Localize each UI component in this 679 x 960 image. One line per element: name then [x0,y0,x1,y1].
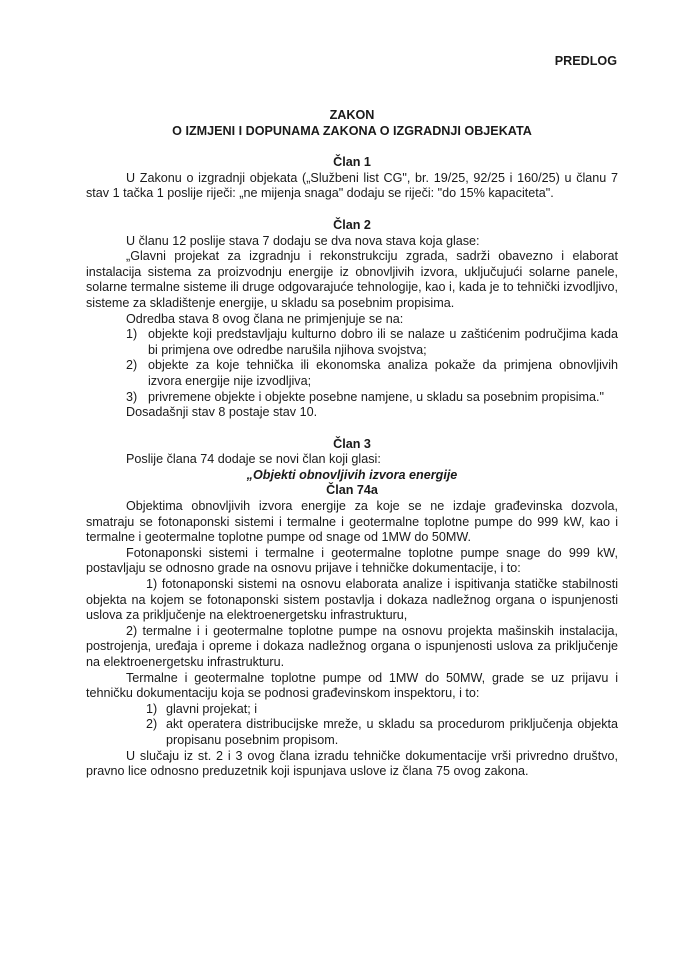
new-article-title: „Objekti obnovljivih izvora energije [246,467,458,482]
article-74a-heading: Član 74a [326,483,378,498]
list-item [126,390,618,406]
list-item [146,717,618,748]
list-item-number: 1) [126,327,138,342]
list-item [126,358,618,389]
document-body [86,108,618,780]
article-2-paragraph-2: Odredba stava 8 ovog člana ne primjenjuje se na: [126,311,404,326]
list-item [126,327,618,358]
article-2-closing: Dosadašnji stav 8 postaje stav 10. [126,405,318,420]
list-item-number: 3) [126,389,138,404]
list-item-number: 1) [146,701,158,716]
list-item-text: akt operatera distribucijske mreže, u skladu sa procedurom priključenja objekta propisanu posebnim propisom. [166,717,618,747]
article-74a-paragraph-3: Termalne i geotermalne toplotne pumpe od 1MW do 50MW, grade se uz prijavu i tehničku dokumentaciju koja se podnosi građevinskom inspektoru, i to: [86,670,618,701]
article-74a-paragraph-2: Fotonaponski sistemi i termalne i geotermalne toplotne pumpe snage do 999 kW, postavljaju se odnosno grade na osnovu prijave i tehničke dokumentacije, i to: [86,545,618,576]
list-item-text: privremene objekte i objekte posebne namjene, u skladu sa posebnim propisima." [148,389,605,404]
article-1-text: U Zakonu o izgradnji objekata („Službeni list CG", br. 19/25, 92/25 i 160/25) u članu 7 stav 1 tačka 1 poslije riječi: „ne mijenja snaga" dodaju se riječi: "do 15% kapaciteta". [86,170,618,201]
proposal-label: PREDLOG [554,54,617,68]
list-item-text: glavni projekat; i [166,701,258,716]
article-74a-list [86,702,618,749]
article-2-heading: Član 2 [333,217,371,232]
law-title: ZAKON [329,108,375,122]
article-3-intro: Poslije člana 74 dodaje se novi član koji glasi: [126,452,381,467]
article-2-list [86,327,618,405]
article-1-heading: Član 1 [333,155,371,170]
article-74a-point-2: 2) termalne i i geotermalne toplotne pumpe na osnovu projekta mašinskih instalacija, postrojenja, uređaja i opreme i dokaza nadležnog organa o ispunjenosti uslova za priključenje na elektroenergetsku infrastrukturu. [86,623,618,669]
list-item [146,702,618,718]
article-74a-paragraph-4: U slučaju iz st. 2 i 3 ovog člana izradu tehničke dokumentacije vrši privredno društvo, pravno lice odnosno preduzetnik koji ispunjava uslove iz člana 75 ovog zakona. [86,748,618,779]
list-item-text: objekte koji predstavljaju kulturno dobro ili se nalaze u zaštićenim područjima kada bi primjena ove odredbe narušila njihova svojstva; [148,327,618,357]
list-item-number: 2) [146,717,158,732]
law-subtitle: O IZMJENI I DOPUNAMA ZAKONA O IZGRADNJI OBJEKATA [172,123,532,138]
article-74a-point-1: 1) fotonaponski sistemi na osnovu elaborata analize i ispitivanja statičke stabilnosti objekta na kojem se fotonaponski sistem postavlja i dokaza nadležnog organa o ispunjenosti uslova za priključenje na elektroenergetsku infrastrukturu, [86,577,618,623]
article-2-intro: U članu 12 poslije stava 7 dodaju se dva nova stava koja glase: [126,233,480,248]
list-item-number: 2) [126,358,138,373]
article-2-paragraph-1: „Glavni projekat za izgradnju i rekonstrukciju zgrada, sadrži obavezno i elaborat instalacija sistema za proizvodnju energije iz obnovljivih izvora, uključujući solarne panele, solarne termalne sisteme ili druge odgovarajuće tehnologije, kao i, kada je to tehnički izvodljivo, sisteme za skladištenje energije, u skladu sa posebnim propisima. [86,249,618,310]
article-74a-paragraph-1: Objektima obnovljivih izvora energije za koje se ne izdaje građevinska dozvola, smatraju se fotonaponski sistemi i termalne i geotermalne toplotne pumpe do 999 kW, kao i termalne i geotermalne toplotne pumpe od snage od 1MW do 50MW. [86,499,618,545]
article-3-heading: Član 3 [333,436,371,451]
list-item-text: objekte za koje tehnička ili ekonomska analiza pokaže da primjena obnovljivih izvora energije nije izvodljiva; [148,358,618,388]
